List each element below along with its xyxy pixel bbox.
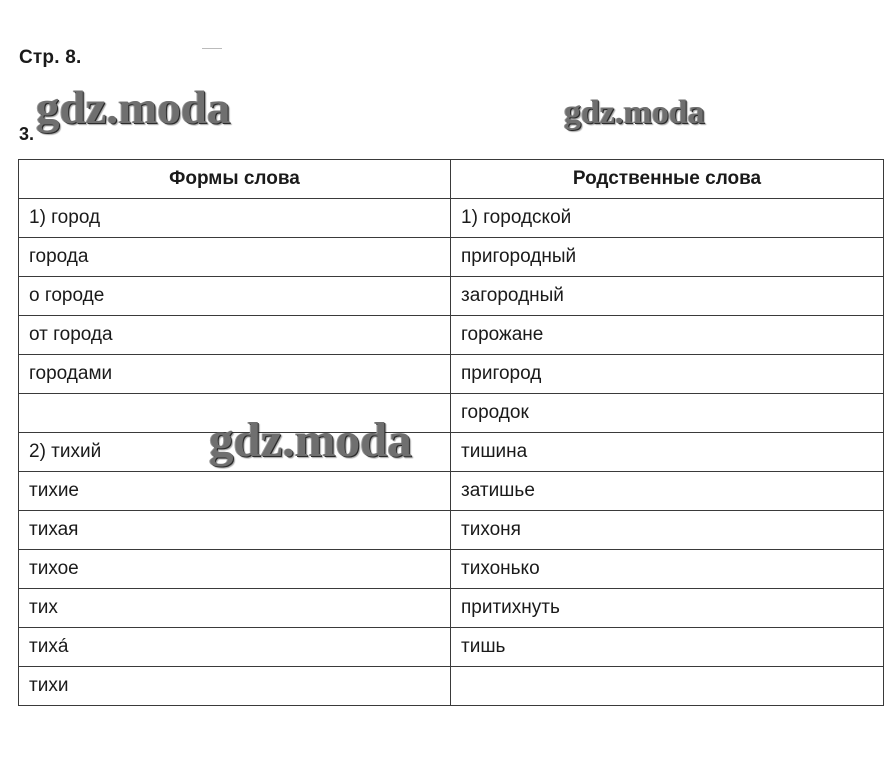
word-form-cell: 2) тихий bbox=[19, 433, 451, 472]
table-row bbox=[19, 511, 884, 550]
related-word-cell: горожане bbox=[451, 316, 884, 355]
word-form-cell: города bbox=[19, 238, 451, 277]
table-row bbox=[19, 238, 884, 277]
related-word-cell: тишь bbox=[451, 628, 884, 667]
word-form-cell: городами bbox=[19, 355, 451, 394]
table-row bbox=[19, 355, 884, 394]
related-word-cell: тихонько bbox=[451, 550, 884, 589]
scan-mark bbox=[202, 48, 222, 49]
table-row bbox=[19, 472, 884, 511]
word-form-cell: тихá bbox=[19, 628, 451, 667]
table-row bbox=[19, 550, 884, 589]
watermark-logo: gdz.moda bbox=[36, 82, 231, 134]
task-number: 3. bbox=[19, 124, 35, 144]
header-related-words: Родственные слова bbox=[451, 160, 884, 199]
related-word-cell: тишина bbox=[451, 433, 884, 472]
word-form-cell: о городе bbox=[19, 277, 451, 316]
related-word-cell: загородный bbox=[451, 277, 884, 316]
watermark-logo: gdz.moda bbox=[209, 412, 412, 467]
related-word-cell: тихоня bbox=[451, 511, 884, 550]
header-word-forms: Формы слова bbox=[19, 160, 451, 199]
word-form-cell: тихая bbox=[19, 511, 451, 550]
table-row bbox=[19, 628, 884, 667]
word-form-cell: тихое bbox=[19, 550, 451, 589]
word-form-cell: от города bbox=[19, 316, 451, 355]
table-header-row bbox=[19, 160, 884, 199]
table-row bbox=[19, 667, 884, 706]
table-row bbox=[19, 589, 884, 628]
word-form-cell bbox=[19, 394, 451, 433]
table-row bbox=[19, 433, 884, 472]
related-word-cell: пригород bbox=[451, 355, 884, 394]
word-form-cell: тихие bbox=[19, 472, 451, 511]
related-word-cell: пригородный bbox=[451, 238, 884, 277]
word-form-cell: тихи bbox=[19, 667, 451, 706]
word-forms-table bbox=[18, 159, 884, 706]
related-word-cell: притихнуть bbox=[451, 589, 884, 628]
word-form-cell: тих bbox=[19, 589, 451, 628]
table-row bbox=[19, 394, 884, 433]
watermark-logo: gdz.moda bbox=[564, 94, 705, 131]
related-word-cell bbox=[451, 667, 884, 706]
word-form-cell: 1) город bbox=[19, 199, 451, 238]
table-row bbox=[19, 199, 884, 238]
table-row bbox=[19, 277, 884, 316]
related-word-cell: затишье bbox=[451, 472, 884, 511]
related-word-cell: городок bbox=[451, 394, 884, 433]
table-row bbox=[19, 316, 884, 355]
page-label: Стр. 8. bbox=[19, 47, 82, 68]
related-word-cell: 1) городской bbox=[451, 199, 884, 238]
